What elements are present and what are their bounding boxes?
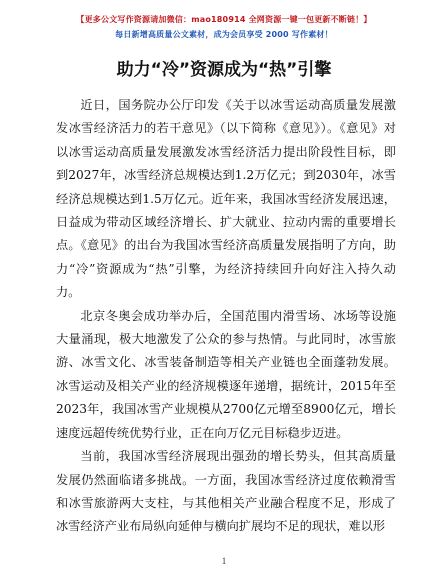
paragraph-1: 近日，国务院办公厅印发《关于以冰雪运动高质量发展激发冰雪经济活力的若干意见》（以下简称《意见》）。《意见》对以冰雪运动高质量发展激发冰雪经济活力提出阶段性目标，即到2027年，冰雪经济总规模达到1.2万亿元；到2030年，冰雪经济总规模达到1.5万亿元。近年来，我国冰雪经济发展迅速，日益成为带动区域经济增长、扩大就业、拉动内需的重要增长点。《意见》的出台为我国冰雪经济高质量发展指明了方向，助力“冷”资源成为“热”引擎，为经济持续回升向好注入持久动力。: [56, 98, 396, 300]
paragraph-3: 当前，我国冰雪经济展现出强劲的增长势头，但其高质量发展仍然面临诸多挑战。一方面，我国冰雪经济过度依赖滑雪和冰雪旅游两大支柱，与其他相关产业融合程度不足，形成了冰雪经济产业布局纵向延伸与横向扩展均不足的现状，难以形: [56, 449, 396, 534]
document-body: [56, 94, 396, 539]
page-number: 1: [221, 556, 227, 566]
document-title: 助力“冷”资源成为“热”引擎: [116, 60, 332, 80]
promo-banner-line2: 每日新增高质量公文素材，成为会员享受 2000 写作素材！: [115, 30, 333, 39]
promo-banner-line1: 【更多公文写作资源请加微信：mao180914 全网资源一键一包更新不断链！】: [76, 15, 372, 24]
paragraph-2: 北京冬奥会成功举办后，全国范围内滑雪场、冰场等设施大量涌现，极大地激发了公众的参与热情。与此同时，冰雪旅游、冰雪文化、冰雪装备制造等相关产业链也全面蓬勃发展。冰雪运动及相关产业的经济规模逐年递增，据统计，2015年至2023年，我国冰雪产业规模从2700亿元增至8900亿元，增长速度远超传统优势行业，正在向万亿元目标稳步迈进。: [56, 308, 396, 440]
